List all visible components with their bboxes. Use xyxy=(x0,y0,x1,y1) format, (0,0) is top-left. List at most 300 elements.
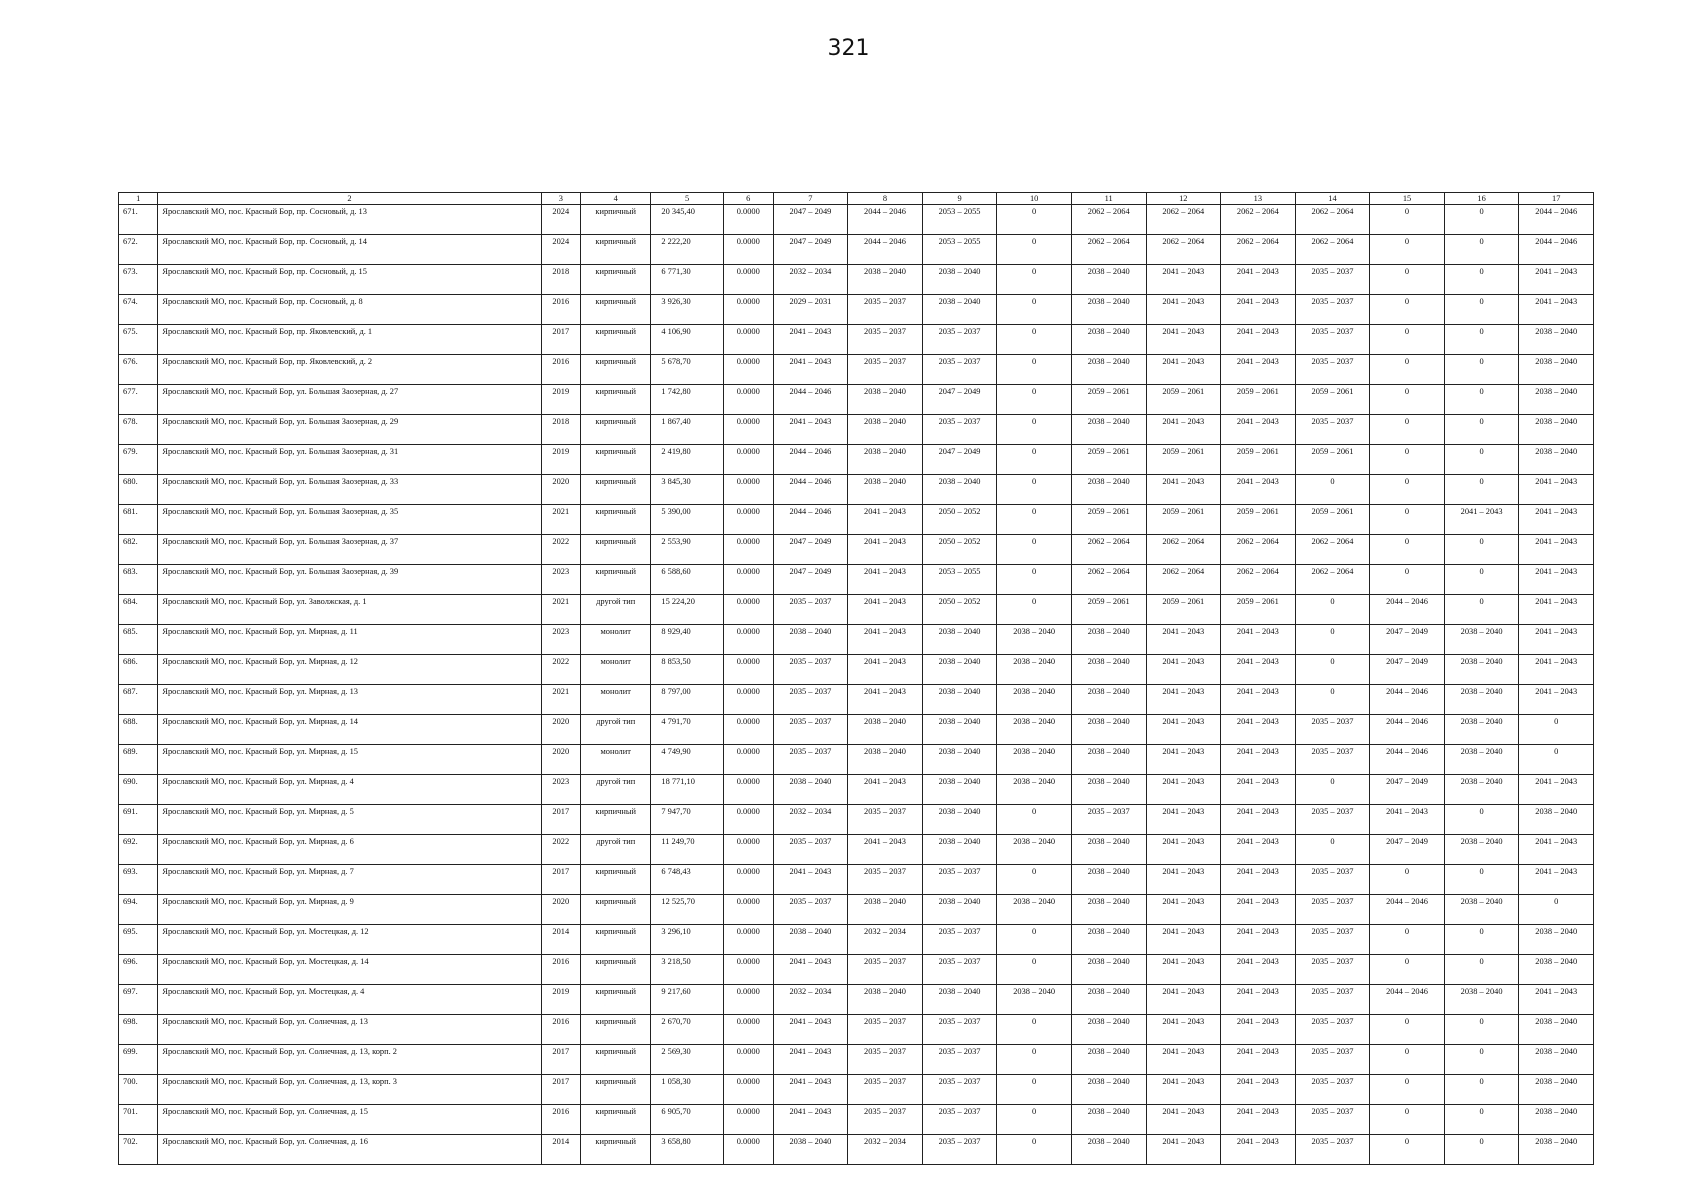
cell-period-10: 0 xyxy=(997,205,1072,235)
cell-period-7: 2035 – 2037 xyxy=(773,895,848,925)
table-row xyxy=(119,835,1594,865)
cell-row-number: 697. xyxy=(119,985,158,1015)
cell-period-7: 2041 – 2043 xyxy=(773,1075,848,1105)
cell-period-13: 2041 – 2043 xyxy=(1221,1135,1296,1165)
cell-period-16: 0 xyxy=(1444,805,1519,835)
column-header-6: 6 xyxy=(723,193,773,205)
cell-period-13: 2041 – 2043 xyxy=(1221,1105,1296,1135)
cell-period-9: 2038 – 2040 xyxy=(922,745,997,775)
cell-period-12: 2059 – 2061 xyxy=(1146,505,1221,535)
cell-period-9: 2038 – 2040 xyxy=(922,655,997,685)
cell-area: 2 670,70 xyxy=(651,1015,724,1045)
cell-address: Ярославский МО, пос. Красный Бор, ул. Мирная, д. 9 xyxy=(158,895,541,925)
cell-area: 5 390,00 xyxy=(651,505,724,535)
cell-period-10: 0 xyxy=(997,955,1072,985)
cell-period-15: 2044 – 2046 xyxy=(1370,715,1445,745)
cell-period-15: 2047 – 2049 xyxy=(1370,835,1445,865)
table-row xyxy=(119,685,1594,715)
cell-row-number: 671. xyxy=(119,205,158,235)
cell-period-7: 2041 – 2043 xyxy=(773,865,848,895)
cell-wall-material: кирпичный xyxy=(580,355,650,385)
cell-period-15: 2047 – 2049 xyxy=(1370,775,1445,805)
cell-area: 2 569,30 xyxy=(651,1045,724,1075)
cell-period-15: 0 xyxy=(1370,445,1445,475)
cell-period-11: 2038 – 2040 xyxy=(1071,955,1146,985)
cell-period-13: 2041 – 2043 xyxy=(1221,625,1296,655)
cell-rate: 0.0000 xyxy=(723,265,773,295)
table-row xyxy=(119,805,1594,835)
cell-period-11: 2038 – 2040 xyxy=(1071,895,1146,925)
cell-period-7: 2032 – 2034 xyxy=(773,985,848,1015)
cell-period-17: 2038 – 2040 xyxy=(1519,355,1594,385)
cell-period-9: 2035 – 2037 xyxy=(922,955,997,985)
cell-period-7: 2044 – 2046 xyxy=(773,385,848,415)
cell-rate: 0.0000 xyxy=(723,1135,773,1165)
cell-period-9: 2053 – 2055 xyxy=(922,565,997,595)
cell-period-16: 0 xyxy=(1444,265,1519,295)
table-row xyxy=(119,775,1594,805)
cell-period-7: 2041 – 2043 xyxy=(773,955,848,985)
cell-address: Ярославский МО, пос. Красный Бор, ул. Большая Заозерная, д. 37 xyxy=(158,535,541,565)
table-row xyxy=(119,595,1594,625)
cell-period-16: 0 xyxy=(1444,865,1519,895)
cell-address: Ярославский МО, пос. Красный Бор, ул. Мирная, д. 4 xyxy=(158,775,541,805)
cell-period-10: 2038 – 2040 xyxy=(997,655,1072,685)
cell-period-12: 2041 – 2043 xyxy=(1146,955,1221,985)
cell-period-10: 0 xyxy=(997,475,1072,505)
cell-period-11: 2059 – 2061 xyxy=(1071,595,1146,625)
cell-period-9: 2035 – 2037 xyxy=(922,325,997,355)
cell-rate: 0.0000 xyxy=(723,835,773,865)
cell-period-8: 2035 – 2037 xyxy=(848,295,923,325)
cell-period-12: 2041 – 2043 xyxy=(1146,625,1221,655)
cell-row-number: 689. xyxy=(119,745,158,775)
cell-year: 2022 xyxy=(541,655,580,685)
cell-row-number: 688. xyxy=(119,715,158,745)
cell-period-10: 0 xyxy=(997,1015,1072,1045)
cell-period-17: 2041 – 2043 xyxy=(1519,625,1594,655)
cell-period-17: 2044 – 2046 xyxy=(1519,205,1594,235)
cell-period-11: 2038 – 2040 xyxy=(1071,1045,1146,1075)
cell-period-13: 2041 – 2043 xyxy=(1221,895,1296,925)
table-row xyxy=(119,715,1594,745)
cell-area: 3 218,50 xyxy=(651,955,724,985)
cell-period-8: 2032 – 2034 xyxy=(848,1135,923,1165)
cell-rate: 0.0000 xyxy=(723,745,773,775)
table-row xyxy=(119,1015,1594,1045)
cell-rate: 0.0000 xyxy=(723,775,773,805)
column-header-3: 3 xyxy=(541,193,580,205)
cell-area: 1 867,40 xyxy=(651,415,724,445)
cell-period-14: 2059 – 2061 xyxy=(1295,445,1370,475)
cell-rate: 0.0000 xyxy=(723,325,773,355)
cell-area: 20 345,40 xyxy=(651,205,724,235)
cell-address: Ярославский МО, пос. Красный Бор, ул. Большая Заозерная, д. 39 xyxy=(158,565,541,595)
cell-period-15: 0 xyxy=(1370,415,1445,445)
cell-period-10: 0 xyxy=(997,1105,1072,1135)
cell-period-14: 2035 – 2037 xyxy=(1295,1075,1370,1105)
cell-rate: 0.0000 xyxy=(723,565,773,595)
cell-period-8: 2038 – 2040 xyxy=(848,445,923,475)
cell-period-7: 2029 – 2031 xyxy=(773,295,848,325)
cell-period-7: 2047 – 2049 xyxy=(773,205,848,235)
cell-period-10: 0 xyxy=(997,1045,1072,1075)
cell-period-16: 0 xyxy=(1444,205,1519,235)
cell-period-7: 2035 – 2037 xyxy=(773,715,848,745)
cell-period-13: 2062 – 2064 xyxy=(1221,235,1296,265)
cell-address: Ярославский МО, пос. Красный Бор, ул. Мирная, д. 15 xyxy=(158,745,541,775)
cell-period-11: 2038 – 2040 xyxy=(1071,685,1146,715)
cell-period-13: 2041 – 2043 xyxy=(1221,355,1296,385)
cell-row-number: 698. xyxy=(119,1015,158,1045)
cell-row-number: 694. xyxy=(119,895,158,925)
cell-wall-material: кирпичный xyxy=(580,385,650,415)
table-row xyxy=(119,895,1594,925)
cell-period-8: 2041 – 2043 xyxy=(848,595,923,625)
cell-period-9: 2038 – 2040 xyxy=(922,775,997,805)
table-row xyxy=(119,325,1594,355)
cell-period-8: 2041 – 2043 xyxy=(848,655,923,685)
table-row xyxy=(119,745,1594,775)
cell-year: 2020 xyxy=(541,895,580,925)
cell-row-number: 676. xyxy=(119,355,158,385)
cell-period-9: 2038 – 2040 xyxy=(922,715,997,745)
cell-rate: 0.0000 xyxy=(723,535,773,565)
cell-period-16: 0 xyxy=(1444,1105,1519,1135)
table-row xyxy=(119,235,1594,265)
cell-row-number: 699. xyxy=(119,1045,158,1075)
cell-period-11: 2038 – 2040 xyxy=(1071,1015,1146,1045)
cell-period-9: 2035 – 2037 xyxy=(922,1015,997,1045)
cell-period-15: 0 xyxy=(1370,265,1445,295)
cell-period-16: 2038 – 2040 xyxy=(1444,775,1519,805)
column-header-7: 7 xyxy=(773,193,848,205)
cell-period-14: 0 xyxy=(1295,835,1370,865)
cell-period-13: 2041 – 2043 xyxy=(1221,685,1296,715)
cell-period-10: 0 xyxy=(997,265,1072,295)
cell-period-16: 0 xyxy=(1444,325,1519,355)
cell-period-7: 2041 – 2043 xyxy=(773,1045,848,1075)
cell-period-11: 2038 – 2040 xyxy=(1071,1075,1146,1105)
cell-period-8: 2038 – 2040 xyxy=(848,895,923,925)
cell-period-7: 2044 – 2046 xyxy=(773,475,848,505)
cell-period-13: 2041 – 2043 xyxy=(1221,655,1296,685)
cell-period-11: 2038 – 2040 xyxy=(1071,655,1146,685)
cell-period-10: 0 xyxy=(997,565,1072,595)
table-row xyxy=(119,475,1594,505)
cell-wall-material: кирпичный xyxy=(580,505,650,535)
cell-row-number: 687. xyxy=(119,685,158,715)
cell-period-7: 2032 – 2034 xyxy=(773,805,848,835)
cell-wall-material: кирпичный xyxy=(580,1075,650,1105)
cell-area: 8 853,50 xyxy=(651,655,724,685)
cell-period-13: 2041 – 2043 xyxy=(1221,805,1296,835)
cell-period-12: 2059 – 2061 xyxy=(1146,385,1221,415)
cell-period-9: 2038 – 2040 xyxy=(922,625,997,655)
cell-wall-material: монолит xyxy=(580,745,650,775)
cell-period-8: 2035 – 2037 xyxy=(848,865,923,895)
cell-wall-material: кирпичный xyxy=(580,1045,650,1075)
cell-period-11: 2038 – 2040 xyxy=(1071,745,1146,775)
cell-period-11: 2038 – 2040 xyxy=(1071,1105,1146,1135)
column-header-15: 15 xyxy=(1370,193,1445,205)
cell-year: 2022 xyxy=(541,535,580,565)
cell-period-15: 0 xyxy=(1370,535,1445,565)
cell-period-13: 2041 – 2043 xyxy=(1221,1075,1296,1105)
cell-period-12: 2041 – 2043 xyxy=(1146,1015,1221,1045)
cell-period-16: 2038 – 2040 xyxy=(1444,655,1519,685)
cell-row-number: 701. xyxy=(119,1105,158,1135)
cell-period-11: 2035 – 2037 xyxy=(1071,805,1146,835)
cell-rate: 0.0000 xyxy=(723,685,773,715)
cell-row-number: 693. xyxy=(119,865,158,895)
cell-year: 2016 xyxy=(541,1015,580,1045)
cell-row-number: 692. xyxy=(119,835,158,865)
cell-period-7: 2047 – 2049 xyxy=(773,235,848,265)
cell-period-7: 2035 – 2037 xyxy=(773,685,848,715)
cell-period-16: 2038 – 2040 xyxy=(1444,715,1519,745)
cell-period-14: 2035 – 2037 xyxy=(1295,985,1370,1015)
cell-period-13: 2041 – 2043 xyxy=(1221,295,1296,325)
page-number: 321 xyxy=(827,36,870,61)
cell-area: 3 296,10 xyxy=(651,925,724,955)
column-header-10: 10 xyxy=(997,193,1072,205)
cell-period-16: 2041 – 2043 xyxy=(1444,505,1519,535)
cell-period-14: 2035 – 2037 xyxy=(1295,745,1370,775)
cell-period-14: 2035 – 2037 xyxy=(1295,715,1370,745)
cell-area: 1 058,30 xyxy=(651,1075,724,1105)
cell-period-9: 2038 – 2040 xyxy=(922,295,997,325)
cell-period-10: 0 xyxy=(997,1135,1072,1165)
cell-wall-material: кирпичный xyxy=(580,445,650,475)
cell-period-10: 2038 – 2040 xyxy=(997,685,1072,715)
cell-period-8: 2044 – 2046 xyxy=(848,235,923,265)
cell-period-9: 2038 – 2040 xyxy=(922,985,997,1015)
column-header-16: 16 xyxy=(1444,193,1519,205)
cell-period-9: 2050 – 2052 xyxy=(922,505,997,535)
cell-period-13: 2041 – 2043 xyxy=(1221,835,1296,865)
cell-period-8: 2035 – 2037 xyxy=(848,955,923,985)
cell-period-14: 2035 – 2037 xyxy=(1295,1135,1370,1165)
cell-rate: 0.0000 xyxy=(723,475,773,505)
cell-period-12: 2041 – 2043 xyxy=(1146,865,1221,895)
column-header-4: 4 xyxy=(580,193,650,205)
cell-period-17: 2041 – 2043 xyxy=(1519,835,1594,865)
cell-wall-material: другой тип xyxy=(580,595,650,625)
table-row xyxy=(119,865,1594,895)
cell-year: 2021 xyxy=(541,685,580,715)
cell-period-12: 2041 – 2043 xyxy=(1146,1105,1221,1135)
cell-period-15: 2047 – 2049 xyxy=(1370,625,1445,655)
cell-period-17: 2038 – 2040 xyxy=(1519,1075,1594,1105)
cell-period-15: 2044 – 2046 xyxy=(1370,685,1445,715)
cell-area: 9 217,60 xyxy=(651,985,724,1015)
cell-period-7: 2038 – 2040 xyxy=(773,1135,848,1165)
cell-period-14: 2062 – 2064 xyxy=(1295,235,1370,265)
cell-period-15: 0 xyxy=(1370,1135,1445,1165)
column-header-2: 2 xyxy=(158,193,541,205)
cell-period-8: 2038 – 2040 xyxy=(848,745,923,775)
table-row xyxy=(119,655,1594,685)
table-row xyxy=(119,355,1594,385)
cell-period-10: 2038 – 2040 xyxy=(997,895,1072,925)
cell-rate: 0.0000 xyxy=(723,715,773,745)
cell-area: 8 797,00 xyxy=(651,685,724,715)
cell-period-17: 0 xyxy=(1519,715,1594,745)
cell-area: 4 106,90 xyxy=(651,325,724,355)
cell-rate: 0.0000 xyxy=(723,955,773,985)
cell-period-9: 2035 – 2037 xyxy=(922,1135,997,1165)
cell-period-11: 2062 – 2064 xyxy=(1071,205,1146,235)
cell-period-9: 2038 – 2040 xyxy=(922,805,997,835)
cell-period-15: 2044 – 2046 xyxy=(1370,895,1445,925)
cell-rate: 0.0000 xyxy=(723,1045,773,1075)
cell-period-15: 0 xyxy=(1370,235,1445,265)
cell-year: 2016 xyxy=(541,295,580,325)
column-header-8: 8 xyxy=(848,193,923,205)
cell-period-10: 0 xyxy=(997,235,1072,265)
cell-rate: 0.0000 xyxy=(723,925,773,955)
cell-period-7: 2041 – 2043 xyxy=(773,415,848,445)
cell-period-16: 0 xyxy=(1444,565,1519,595)
cell-period-12: 2041 – 2043 xyxy=(1146,1135,1221,1165)
cell-year: 2018 xyxy=(541,415,580,445)
cell-address: Ярославский МО, пос. Красный Бор, пр. Сосновый, д. 8 xyxy=(158,295,541,325)
cell-period-10: 0 xyxy=(997,865,1072,895)
cell-period-16: 2038 – 2040 xyxy=(1444,625,1519,655)
cell-period-10: 0 xyxy=(997,595,1072,625)
cell-year: 2017 xyxy=(541,1045,580,1075)
cell-period-12: 2041 – 2043 xyxy=(1146,1045,1221,1075)
cell-period-15: 0 xyxy=(1370,295,1445,325)
cell-period-14: 2035 – 2037 xyxy=(1295,295,1370,325)
cell-rate: 0.0000 xyxy=(723,385,773,415)
cell-period-13: 2059 – 2061 xyxy=(1221,385,1296,415)
table-row xyxy=(119,1045,1594,1075)
cell-period-12: 2062 – 2064 xyxy=(1146,205,1221,235)
cell-period-16: 0 xyxy=(1444,1015,1519,1045)
cell-period-12: 2041 – 2043 xyxy=(1146,1075,1221,1105)
cell-address: Ярославский МО, пос. Красный Бор, ул. Солнечная, д. 16 xyxy=(158,1135,541,1165)
cell-period-12: 2041 – 2043 xyxy=(1146,295,1221,325)
cell-period-7: 2041 – 2043 xyxy=(773,1105,848,1135)
cell-period-7: 2044 – 2046 xyxy=(773,445,848,475)
cell-period-15: 2044 – 2046 xyxy=(1370,985,1445,1015)
table-row xyxy=(119,1075,1594,1105)
cell-row-number: 684. xyxy=(119,595,158,625)
cell-address: Ярославский МО, пос. Красный Бор, ул. Мирная, д. 14 xyxy=(158,715,541,745)
cell-period-13: 2062 – 2064 xyxy=(1221,535,1296,565)
cell-period-8: 2038 – 2040 xyxy=(848,715,923,745)
cell-period-14: 2035 – 2037 xyxy=(1295,955,1370,985)
cell-wall-material: кирпичный xyxy=(580,1105,650,1135)
cell-year: 2020 xyxy=(541,715,580,745)
cell-row-number: 691. xyxy=(119,805,158,835)
cell-period-17: 2041 – 2043 xyxy=(1519,565,1594,595)
cell-period-12: 2059 – 2061 xyxy=(1146,595,1221,625)
cell-row-number: 680. xyxy=(119,475,158,505)
cell-period-11: 2038 – 2040 xyxy=(1071,835,1146,865)
cell-period-12: 2041 – 2043 xyxy=(1146,355,1221,385)
cell-period-12: 2041 – 2043 xyxy=(1146,715,1221,745)
cell-period-11: 2059 – 2061 xyxy=(1071,385,1146,415)
cell-period-10: 0 xyxy=(997,505,1072,535)
cell-period-7: 2038 – 2040 xyxy=(773,775,848,805)
cell-period-16: 0 xyxy=(1444,1135,1519,1165)
cell-period-13: 2062 – 2064 xyxy=(1221,565,1296,595)
cell-period-15: 0 xyxy=(1370,1015,1445,1045)
cell-period-13: 2041 – 2043 xyxy=(1221,925,1296,955)
cell-area: 2 553,90 xyxy=(651,535,724,565)
cell-rate: 0.0000 xyxy=(723,295,773,325)
cell-period-9: 2035 – 2037 xyxy=(922,415,997,445)
cell-wall-material: кирпичный xyxy=(580,985,650,1015)
cell-period-13: 2062 – 2064 xyxy=(1221,205,1296,235)
cell-period-15: 0 xyxy=(1370,325,1445,355)
cell-period-11: 2038 – 2040 xyxy=(1071,265,1146,295)
cell-period-14: 2035 – 2037 xyxy=(1295,355,1370,385)
cell-rate: 0.0000 xyxy=(723,655,773,685)
cell-area: 3 658,80 xyxy=(651,1135,724,1165)
cell-period-11: 2038 – 2040 xyxy=(1071,475,1146,505)
cell-period-13: 2041 – 2043 xyxy=(1221,475,1296,505)
cell-period-17: 2038 – 2040 xyxy=(1519,1135,1594,1165)
cell-address: Ярославский МО, пос. Красный Бор, ул. Мостецкая, д. 14 xyxy=(158,955,541,985)
cell-area: 6 588,60 xyxy=(651,565,724,595)
cell-row-number: 702. xyxy=(119,1135,158,1165)
cell-period-12: 2041 – 2043 xyxy=(1146,805,1221,835)
cell-period-8: 2035 – 2037 xyxy=(848,805,923,835)
table-row xyxy=(119,565,1594,595)
cell-period-8: 2038 – 2040 xyxy=(848,385,923,415)
cell-period-15: 0 xyxy=(1370,925,1445,955)
cell-year: 2016 xyxy=(541,955,580,985)
cell-wall-material: кирпичный xyxy=(580,1135,650,1165)
cell-period-15: 2041 – 2043 xyxy=(1370,805,1445,835)
cell-row-number: 690. xyxy=(119,775,158,805)
cell-rate: 0.0000 xyxy=(723,1105,773,1135)
cell-period-9: 2035 – 2037 xyxy=(922,1045,997,1075)
cell-year: 2022 xyxy=(541,835,580,865)
cell-period-7: 2047 – 2049 xyxy=(773,565,848,595)
cell-rate: 0.0000 xyxy=(723,205,773,235)
table-row xyxy=(119,265,1594,295)
column-header-13: 13 xyxy=(1221,193,1296,205)
capital-repair-schedule-table xyxy=(118,192,1594,1165)
cell-wall-material: кирпичный xyxy=(580,1015,650,1045)
column-header-14: 14 xyxy=(1295,193,1370,205)
cell-period-12: 2062 – 2064 xyxy=(1146,535,1221,565)
cell-period-16: 2038 – 2040 xyxy=(1444,685,1519,715)
cell-period-16: 0 xyxy=(1444,1075,1519,1105)
cell-period-14: 0 xyxy=(1295,775,1370,805)
cell-period-14: 2035 – 2037 xyxy=(1295,1105,1370,1135)
cell-period-12: 2041 – 2043 xyxy=(1146,925,1221,955)
cell-period-10: 0 xyxy=(997,295,1072,325)
cell-period-16: 0 xyxy=(1444,355,1519,385)
cell-period-11: 2038 – 2040 xyxy=(1071,625,1146,655)
cell-period-17: 2038 – 2040 xyxy=(1519,325,1594,355)
cell-address: Ярославский МО, пос. Красный Бор, пр. Яковлевский, д. 2 xyxy=(158,355,541,385)
cell-period-11: 2038 – 2040 xyxy=(1071,985,1146,1015)
cell-year: 2024 xyxy=(541,205,580,235)
cell-year: 2023 xyxy=(541,565,580,595)
cell-year: 2017 xyxy=(541,865,580,895)
cell-period-17: 2038 – 2040 xyxy=(1519,1045,1594,1075)
cell-period-9: 2038 – 2040 xyxy=(922,895,997,925)
cell-period-11: 2062 – 2064 xyxy=(1071,565,1146,595)
cell-period-8: 2041 – 2043 xyxy=(848,685,923,715)
